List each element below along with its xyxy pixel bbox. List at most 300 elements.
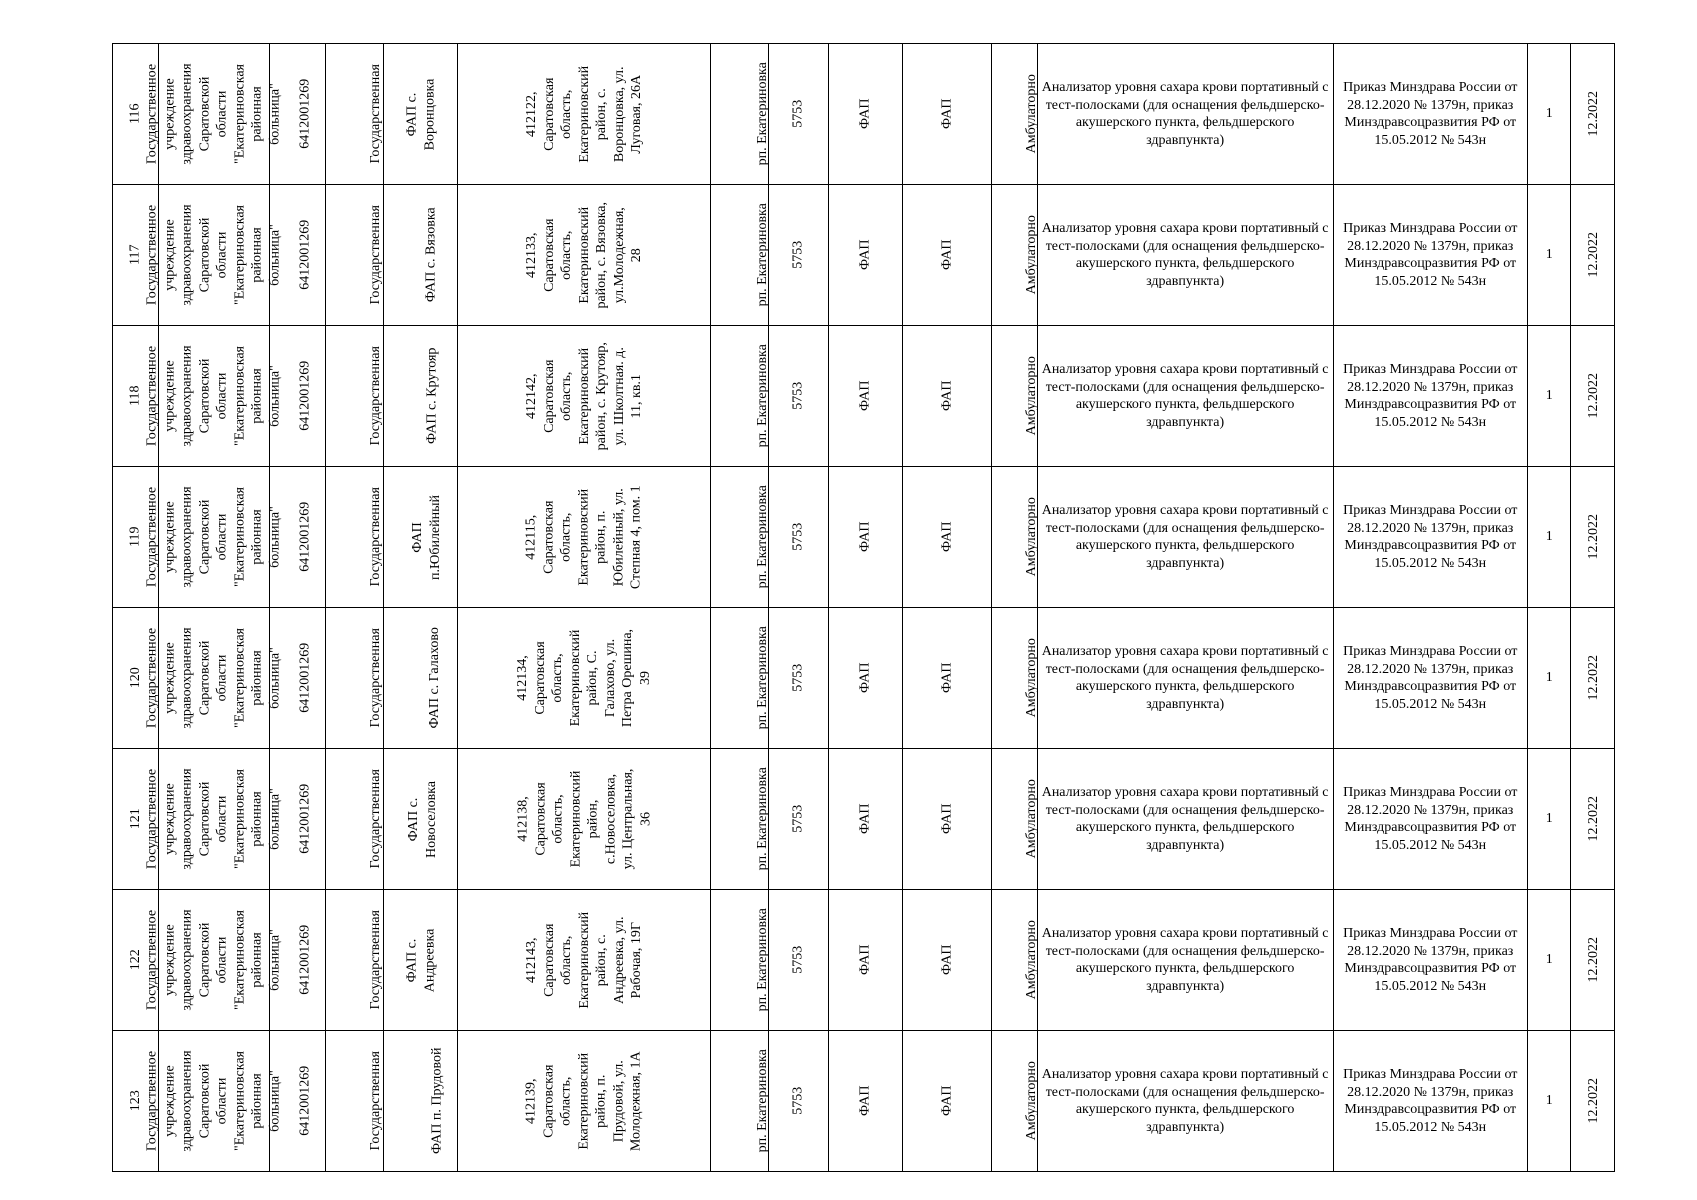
institution-name-line: Саратовской: [197, 358, 213, 434]
institution-name-line: районная: [249, 86, 265, 142]
inn-code: 6412001269: [297, 784, 313, 854]
facility-address-line: 412134,: [515, 655, 531, 701]
unit-type: ФАП: [939, 944, 955, 976]
care-form-cell: [992, 749, 1038, 890]
facility-address-cell: [458, 749, 710, 890]
equipment-name: Анализатор уровня сахара крови портативный с тест-полосками (для оснащения фельдшерско-акушерского пункта, фельдшерского здравпункта): [1041, 1067, 1329, 1135]
care-form: Амбулаторно: [1024, 356, 1040, 436]
facility-type: ФАП: [857, 1085, 873, 1117]
institution-name-line: здравоохранения: [179, 63, 195, 165]
ownership-form-cell: [326, 467, 384, 608]
institution-name-line: Государственное: [144, 768, 160, 870]
regulation-order-cell: [1333, 749, 1527, 890]
institution-name-line: районная: [249, 368, 265, 424]
oktmo-code: 5753: [790, 523, 806, 551]
facility-type-cell: [828, 749, 902, 890]
regulation-order-cell: [1333, 44, 1527, 185]
table-row: [113, 608, 1615, 749]
institution-name-line: учреждение: [162, 642, 178, 714]
facility-address-line: 39: [637, 671, 653, 686]
row-number: 121: [127, 808, 143, 830]
institution-name-line: учреждение: [162, 219, 178, 291]
ownership-form-cell: [326, 749, 384, 890]
facility-address-line: область,: [550, 794, 566, 844]
institution-name-line: здравоохранения: [179, 345, 195, 447]
ownership-form: Государственная: [368, 346, 384, 446]
equipment-name: Анализатор уровня сахара крови портативный с тест-полосками (для оснащения фельдшерско-акушерского пункта, фельдшерского здравпункта): [1041, 362, 1329, 430]
facility-address-line: район, с.: [593, 934, 609, 986]
facility-type-cell: [828, 326, 902, 467]
facility-type-cell: [828, 1031, 902, 1172]
equipment-name-cell: [1037, 608, 1333, 749]
institution-name-line: больница": [267, 1070, 283, 1132]
equipment-name: Анализатор уровня сахара крови портативный с тест-полосками (для оснащения фельдшерско-акушерского пункта, фельдшерского здравпункта): [1041, 785, 1329, 853]
quantity-cell: [1528, 608, 1571, 749]
care-form: Амбулаторно: [1024, 74, 1040, 154]
facility-type: ФАП: [857, 662, 873, 694]
delivery-date: 12.2022: [1586, 655, 1602, 701]
facility-address-cell: [458, 44, 710, 185]
institution-name-cell: [144, 890, 283, 1031]
care-form-cell: [992, 1031, 1038, 1172]
inn-code: 6412001269: [297, 1066, 313, 1136]
facility-address-line: Прудовой, ул.: [611, 1059, 627, 1143]
quantity-cell: [1528, 1031, 1571, 1172]
facility-name-line: Андреевка: [421, 928, 437, 992]
institution-name-line: районная: [249, 509, 265, 565]
facility-address-line: область,: [558, 89, 574, 139]
facility-name-line: ФАП с.: [405, 797, 421, 841]
equipment-name-cell: [1037, 44, 1333, 185]
table-row: [113, 1031, 1615, 1172]
facility-address-cell: [458, 608, 710, 749]
regulation-order-cell: [1333, 185, 1527, 326]
facility-type-cell: [828, 890, 902, 1031]
inn-code: 6412001269: [297, 643, 313, 713]
institution-name-line: больница": [267, 929, 283, 991]
care-form: Амбулаторно: [1024, 215, 1040, 295]
inn-code: 6412001269: [297, 361, 313, 431]
facility-address-line: Юбилейный, ул.: [611, 488, 627, 586]
delivery-date-cell: [1571, 608, 1615, 749]
quantity: 1: [1545, 952, 1553, 968]
facility-name-cell: [384, 185, 458, 326]
institution-name-line: Саратовской: [197, 217, 213, 293]
table-row: [113, 326, 1615, 467]
institution-name-line: здравоохранения: [179, 486, 195, 588]
institution-name-cell: [144, 467, 283, 608]
locality: рп. Екатериновка: [754, 1049, 770, 1153]
equipment-name-cell: [1037, 326, 1333, 467]
oktmo-code: 5753: [790, 382, 806, 410]
locality: рп. Екатериновка: [754, 203, 770, 307]
quantity: 1: [1545, 247, 1553, 263]
facility-address-line: 412122,: [523, 91, 539, 137]
equipment-name: Анализатор уровня сахара крови портативный с тест-полосками (для оснащения фельдшерско-акушерского пункта, фельдшерского здравпункта): [1041, 926, 1329, 994]
locality-cell: [710, 1031, 768, 1172]
ownership-form-cell: [326, 185, 384, 326]
facility-name-line: ФАП с. Вязовка: [423, 207, 439, 303]
facility-address-line: 412133,: [523, 232, 539, 278]
care-form-cell: [992, 608, 1038, 749]
unit-type-cell: [903, 749, 992, 890]
institution-name-line: "Екатериновская: [232, 64, 248, 165]
ownership-form-cell: [326, 890, 384, 1031]
institution-name-line: области: [214, 90, 230, 138]
locality-cell: [710, 749, 768, 890]
facility-address-line: район, с. Вязовка,: [593, 201, 609, 309]
facility-name-cell: [384, 890, 458, 1031]
institution-name-line: здравоохранения: [179, 627, 195, 729]
facility-address-line: район, п.: [593, 1074, 609, 1128]
care-form: Амбулаторно: [1024, 920, 1040, 1000]
unit-type-cell: [903, 1031, 992, 1172]
facility-address-line: 412138,: [515, 796, 531, 842]
equipment-name-cell: [1037, 1031, 1333, 1172]
row-number: 120: [127, 667, 143, 689]
regulation-order-cell: [1333, 467, 1527, 608]
regulation-order: Приказ Минздрава России от 28.12.2020 № 1379н, приказ Минздравсоцразвития РФ от 15.05.2012 № 543н: [1343, 926, 1518, 994]
equipment-name: Анализатор уровня сахара крови портативный с тест-полосками (для оснащения фельдшерско-акушерского пункта, фельдшерского здравпункта): [1041, 503, 1329, 571]
institution-name-line: больница": [267, 224, 283, 286]
institution-name-line: Государственное: [144, 345, 160, 447]
facility-address-line: Степная 4, пом. 1: [628, 485, 644, 589]
regulation-order-cell: [1333, 608, 1527, 749]
institution-name-line: Саратовской: [197, 76, 213, 152]
inn-code: 6412001269: [297, 925, 313, 995]
institution-name-line: здравоохранения: [179, 204, 195, 306]
quantity-cell: [1528, 185, 1571, 326]
institution-name-line: области: [214, 654, 230, 702]
locality-cell: [710, 44, 768, 185]
delivery-date: 12.2022: [1586, 373, 1602, 419]
facility-type: ФАП: [857, 521, 873, 553]
facility-name-line: ФАП: [410, 521, 426, 553]
institution-name-line: больница": [267, 365, 283, 427]
facility-address-line: 412143,: [523, 937, 539, 983]
care-form-cell: [992, 44, 1038, 185]
regulation-order: Приказ Минздрава России от 28.12.2020 № 1379н, приказ Минздравсоцразвития РФ от 15.05.2012 № 543н: [1343, 503, 1518, 571]
facility-address-cell: [458, 890, 710, 1031]
facility-address-line: район, п.: [593, 510, 609, 564]
facility-type-cell: [828, 185, 902, 326]
delivery-date-cell: [1571, 326, 1615, 467]
care-form: Амбулаторно: [1024, 1061, 1040, 1141]
quantity: 1: [1545, 811, 1553, 827]
oktmo-code-cell: [768, 44, 828, 185]
delivery-date: 12.2022: [1586, 91, 1602, 137]
quantity: 1: [1545, 1093, 1553, 1109]
equipment-name: Анализатор уровня сахара крови портативный с тест-полосками (для оснащения фельдшерско-акушерского пункта, фельдшерского здравпункта): [1041, 644, 1329, 712]
quantity-cell: [1528, 467, 1571, 608]
locality: рп. Екатериновка: [754, 908, 770, 1012]
institution-name-line: больница": [267, 506, 283, 568]
ownership-form-cell: [326, 326, 384, 467]
institution-name-line: "Екатериновская: [232, 910, 248, 1011]
facility-address-line: область,: [558, 371, 574, 421]
facility-type: ФАП: [857, 98, 873, 130]
facility-address-line: Луговая, 26А: [628, 74, 644, 154]
quantity: 1: [1545, 106, 1553, 122]
facility-address-line: Рабочая, 19Г: [628, 921, 644, 999]
equipment-name: Анализатор уровня сахара крови портативный с тест-полосками (для оснащения фельдшерско-акушерского пункта, фельдшерского здравпункта): [1041, 80, 1329, 148]
locality: рп. Екатериновка: [754, 767, 770, 871]
institution-name-line: Государственное: [144, 204, 160, 306]
facility-address-line: район, с. Крутояр,: [593, 341, 609, 451]
unit-type: ФАП: [939, 380, 955, 412]
institution-name-line: Саратовской: [197, 781, 213, 857]
institution-name-line: здравоохранения: [179, 1050, 195, 1152]
facility-address-cell: [458, 1031, 710, 1172]
facility-name-cell: [384, 1031, 458, 1172]
delivery-date-cell: [1571, 1031, 1615, 1172]
regulation-order: Приказ Минздрава России от 28.12.2020 № 1379н, приказ Минздравсоцразвития РФ от 15.05.2012 № 543н: [1343, 644, 1518, 712]
institution-name-line: Государственное: [144, 909, 160, 1011]
facility-address-line: Саратовская: [541, 923, 557, 997]
locality-cell: [710, 326, 768, 467]
institution-name-line: больница": [267, 788, 283, 850]
quantity-cell: [1528, 326, 1571, 467]
table-row: [113, 44, 1615, 185]
institution-name-line: учреждение: [162, 1065, 178, 1137]
facility-address-line: область,: [550, 653, 566, 703]
locality: рп. Екатериновка: [754, 626, 770, 730]
institution-name-line: районная: [249, 932, 265, 988]
facility-address-line: Саратовская: [532, 782, 548, 856]
facility-name-line: ФАП с.: [404, 92, 420, 136]
facility-address-line: Екатериновский: [576, 911, 592, 1009]
inn-code: 6412001269: [297, 79, 313, 149]
unit-type: ФАП: [939, 521, 955, 553]
institution-name-line: Государственное: [144, 63, 160, 165]
facility-address-line: область,: [558, 230, 574, 280]
facility-address-line: область,: [558, 1076, 574, 1126]
oktmo-code: 5753: [790, 1087, 806, 1115]
row-number: 116: [127, 103, 143, 125]
unit-type: ФАП: [939, 803, 955, 835]
facility-name-cell: [384, 326, 458, 467]
institution-name-line: области: [214, 513, 230, 561]
ownership-form-cell: [326, 1031, 384, 1172]
facility-address-line: Воронцовка, ул.: [611, 66, 627, 162]
facility-address-line: Екатериновский: [576, 1052, 592, 1150]
unit-type-cell: [903, 467, 992, 608]
facility-address-line: область,: [558, 512, 574, 562]
institution-name-line: области: [214, 231, 230, 279]
ownership-form: Государственная: [368, 487, 384, 587]
facility-address-line: Саратовская: [541, 500, 557, 574]
institution-name-line: области: [214, 936, 230, 984]
facility-name-line: ФАП с. Галахово: [426, 627, 442, 729]
facility-type-cell: [828, 44, 902, 185]
oktmo-code-cell: [768, 749, 828, 890]
row-number: 119: [127, 526, 143, 548]
oktmo-code: 5753: [790, 241, 806, 269]
care-form: Амбулаторно: [1024, 638, 1040, 718]
regulation-order: Приказ Минздрава России от 28.12.2020 № 1379н, приказ Минздравсоцразвития РФ от 15.05.2012 № 543н: [1343, 785, 1518, 853]
facility-name-line: ФАП с.: [404, 938, 420, 982]
institution-name-line: "Екатериновская: [232, 628, 248, 729]
facility-address-line: Саратовская: [541, 77, 557, 151]
quantity-cell: [1528, 749, 1571, 890]
facility-name-line: п.Юбилейный: [427, 494, 443, 580]
facility-address-line: Екатериновский: [576, 488, 592, 586]
unit-type-cell: [903, 890, 992, 1031]
regulation-order-cell: [1333, 326, 1527, 467]
delivery-date-cell: [1571, 467, 1615, 608]
inn-code: 6412001269: [297, 502, 313, 572]
facility-address-line: Галахово, ул.: [602, 638, 618, 718]
facility-type: ФАП: [857, 803, 873, 835]
facility-address-line: 36: [637, 812, 653, 826]
facility-address-line: район, с.: [593, 88, 609, 140]
row-number: 118: [127, 385, 143, 407]
facility-type-cell: [828, 467, 902, 608]
facility-name-cell: [384, 608, 458, 749]
unit-type: ФАП: [939, 1085, 955, 1117]
delivery-date: 12.2022: [1586, 937, 1602, 983]
regulation-order: Приказ Минздрава России от 28.12.2020 № 1379н, приказ Минздравсоцразвития РФ от 15.05.2012 № 543н: [1343, 80, 1518, 148]
quantity: 1: [1545, 670, 1553, 686]
delivery-date-cell: [1571, 890, 1615, 1031]
institution-name-line: "Екатериновская: [232, 769, 248, 870]
institution-name-line: районная: [249, 227, 265, 283]
delivery-date-cell: [1571, 185, 1615, 326]
quantity-cell: [1528, 44, 1571, 185]
institution-name-line: "Екатериновская: [232, 487, 248, 588]
equipment-table: [112, 43, 1615, 1172]
unit-type: ФАП: [939, 239, 955, 271]
delivery-date: 12.2022: [1586, 1078, 1602, 1124]
facility-address-line: 412115,: [523, 514, 539, 560]
facility-address-line: Екатериновский: [576, 65, 592, 163]
row-number: 117: [127, 244, 143, 266]
delivery-date: 12.2022: [1586, 514, 1602, 560]
institution-name-line: области: [214, 795, 230, 843]
facility-address-line: 412142,: [523, 373, 539, 419]
oktmo-code-cell: [768, 467, 828, 608]
locality-cell: [710, 890, 768, 1031]
row-number: 122: [127, 949, 143, 971]
unit-type-cell: [903, 44, 992, 185]
institution-name-cell: [144, 185, 283, 326]
institution-name-line: Государственное: [144, 486, 160, 588]
delivery-date: 12.2022: [1586, 796, 1602, 842]
locality: рп. Екатериновка: [754, 344, 770, 448]
facility-name-cell: [384, 44, 458, 185]
facility-type: ФАП: [857, 380, 873, 412]
facility-name-line: ФАП п. Прудовой: [429, 1047, 445, 1155]
institution-name-cell: [144, 608, 283, 749]
institution-name-line: области: [214, 1077, 230, 1125]
facility-address-line: ул. Центральная,: [620, 768, 636, 870]
regulation-order: Приказ Минздрава России от 28.12.2020 № 1379н, приказ Минздравсоцразвития РФ от 15.05.2012 № 543н: [1343, 221, 1518, 289]
facility-address-line: Екатериновский: [567, 629, 583, 727]
institution-name-line: здравоохранения: [179, 909, 195, 1011]
facility-type: ФАП: [857, 239, 873, 271]
facility-address-line: район, С.: [585, 650, 601, 706]
institution-name-line: учреждение: [162, 501, 178, 573]
locality: рп. Екатериновка: [754, 62, 770, 166]
quantity-cell: [1528, 890, 1571, 1031]
facility-address-line: район,: [585, 799, 601, 839]
facility-type-cell: [828, 608, 902, 749]
regulation-order-cell: [1333, 1031, 1527, 1172]
locality-cell: [710, 608, 768, 749]
institution-name-line: учреждение: [162, 924, 178, 996]
institution-name-line: Государственное: [144, 627, 160, 729]
equipment-name: Анализатор уровня сахара крови портативный с тест-полосками (для оснащения фельдшерско-акушерского пункта, фельдшерского здравпункта): [1041, 221, 1329, 289]
facility-address-line: Екатериновский: [576, 206, 592, 304]
quantity: 1: [1545, 388, 1553, 404]
institution-name-line: районная: [249, 791, 265, 847]
facility-type: ФАП: [857, 944, 873, 976]
unit-type: ФАП: [939, 98, 955, 130]
unit-type: ФАП: [939, 662, 955, 694]
oktmo-code-cell: [768, 1031, 828, 1172]
institution-name-line: Саратовской: [197, 640, 213, 716]
institution-name-line: учреждение: [162, 78, 178, 150]
facility-address-line: ул.Молодежная,: [611, 206, 627, 304]
institution-name-line: Государственное: [144, 1050, 160, 1152]
facility-address-cell: [458, 467, 710, 608]
locality-cell: [710, 467, 768, 608]
care-form-cell: [992, 467, 1038, 608]
facility-address-line: Молодежная, 1А: [628, 1051, 644, 1151]
institution-name-line: Саратовской: [197, 499, 213, 575]
delivery-date-cell: [1571, 749, 1615, 890]
ownership-form-cell: [326, 608, 384, 749]
facility-address-line: с.Новоселовка,: [602, 773, 618, 865]
institution-name-line: Саратовской: [197, 1063, 213, 1139]
facility-address-cell: [458, 326, 710, 467]
oktmo-code-cell: [768, 608, 828, 749]
facility-address-line: 28: [628, 248, 644, 262]
equipment-name-cell: [1037, 749, 1333, 890]
unit-type-cell: [903, 326, 992, 467]
institution-name-line: районная: [249, 1073, 265, 1129]
table-row: [113, 467, 1615, 608]
care-form-cell: [992, 890, 1038, 1031]
quantity: 1: [1545, 529, 1553, 545]
institution-name-line: учреждение: [162, 783, 178, 855]
unit-type-cell: [903, 608, 992, 749]
equipment-name-cell: [1037, 890, 1333, 1031]
facility-address-line: область,: [558, 935, 574, 985]
facility-name-cell: [384, 467, 458, 608]
delivery-date-cell: [1571, 44, 1615, 185]
institution-name-line: районная: [249, 650, 265, 706]
ownership-form: Государственная: [368, 628, 384, 728]
table-row: [113, 185, 1615, 326]
facility-address-line: Екатериновский: [567, 770, 583, 868]
regulation-order: Приказ Минздрава России от 28.12.2020 № 1379н, приказ Минздравсоцразвития РФ от 15.05.2012 № 543н: [1343, 1067, 1518, 1135]
ownership-form: Государственная: [368, 1051, 384, 1151]
care-form: Амбулаторно: [1024, 779, 1040, 859]
oktmo-code-cell: [768, 890, 828, 1031]
institution-name-cell: [144, 749, 283, 890]
facility-address-line: Саратовская: [541, 1064, 557, 1138]
oktmo-code-cell: [768, 185, 828, 326]
table-row: [113, 890, 1615, 1031]
facility-address-line: Саратовская: [541, 218, 557, 292]
regulation-order: Приказ Минздрава России от 28.12.2020 № 1379н, приказ Минздравсоцразвития РФ от 15.05.2012 № 543н: [1343, 362, 1518, 430]
oktmo-code: 5753: [790, 805, 806, 833]
institution-name-line: больница": [267, 83, 283, 145]
facility-address-line: Екатериновский: [576, 347, 592, 445]
oktmo-code: 5753: [790, 100, 806, 128]
facility-address-line: 412139,: [523, 1078, 539, 1124]
